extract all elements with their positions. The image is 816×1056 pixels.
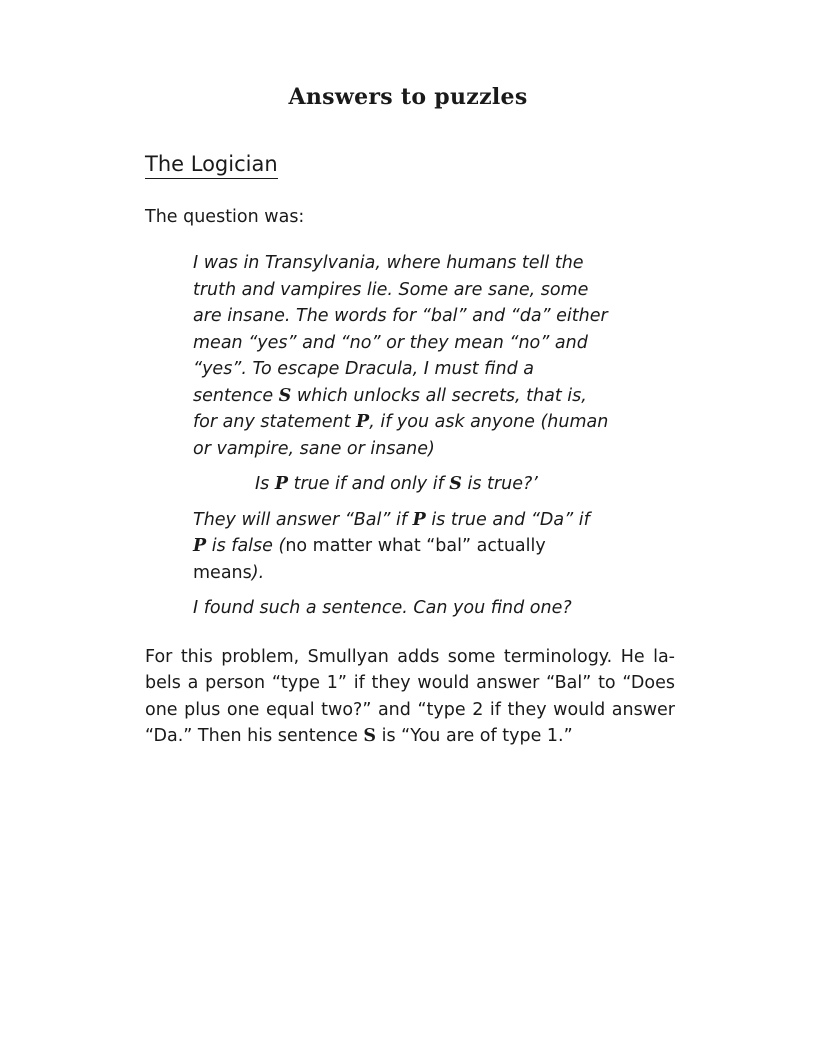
- puzzle-line: I was in Transylvania, where humans tell the: [193, 253, 584, 273]
- puzzle-quote: [193, 250, 633, 622]
- puzzle-line: [193, 409, 633, 436]
- puzzle-upright-text: no matter what “bal” actually: [285, 536, 546, 556]
- puzzle-text: for any statement: [193, 412, 357, 432]
- puzzle-closing: I found such a sentence. Can you find one?: [193, 598, 572, 618]
- puzzle-text: , if you ask anyone (human: [369, 412, 609, 432]
- puzzle-text: ).: [251, 562, 265, 583]
- answer-text: “Da.” Then his sentence: [145, 725, 364, 746]
- math-symbol-s: S: [278, 385, 292, 406]
- question-text: is true?’: [461, 474, 538, 494]
- puzzle-line: [193, 507, 633, 534]
- intro-text: The question was:: [145, 207, 305, 227]
- answer-line: bels a person “type 1” if they would answer “Bal” to “Does: [145, 673, 675, 694]
- section-heading: The Logician: [145, 152, 278, 179]
- math-symbol-p: P: [193, 536, 207, 556]
- answer-line: one plus one equal two?” and “type 2 if they would answer: [145, 699, 675, 720]
- question-text: true if and only if: [288, 474, 450, 494]
- puzzle-text: which unlocks all secrets, that is,: [291, 385, 587, 406]
- answer-line: For this problem, Smullyan adds some terminology. He la-: [145, 647, 675, 667]
- math-symbol-s: S: [449, 474, 462, 494]
- puzzle-text: is true and “Da” if: [425, 509, 590, 530]
- puzzle-line: mean “yes” and “no” or they mean “no” and: [193, 332, 588, 353]
- question-text: Is: [255, 474, 275, 494]
- page-title: Answers to puzzles: [288, 84, 528, 110]
- math-symbol-s: S: [363, 725, 377, 746]
- puzzle-text: is false (: [206, 536, 286, 556]
- answer-paragraph: [145, 644, 675, 749]
- answer-text: is “You are of type 1.”: [376, 725, 573, 746]
- puzzle-text: sentence: [193, 385, 279, 406]
- answer-line: [145, 723, 675, 749]
- puzzle-line: [193, 560, 633, 587]
- puzzle-line: are insane. The words for “bal” and “da” either: [193, 306, 608, 326]
- puzzle-line: “yes”. To escape Dracula, I must find a: [193, 359, 534, 379]
- math-symbol-p: P: [274, 474, 289, 494]
- math-symbol-p: P: [356, 412, 370, 432]
- puzzle-line: or vampire, sane or insane): [193, 438, 435, 459]
- puzzle-line: truth and vampires lie. Some are sane, some: [193, 279, 589, 300]
- puzzle-text: They will answer “Bal” if: [193, 509, 413, 530]
- puzzle-line: [193, 533, 633, 560]
- puzzle-upright-text: means: [193, 562, 252, 583]
- puzzle-question: [193, 471, 633, 498]
- puzzle-line: [193, 383, 633, 410]
- math-symbol-p: P: [412, 509, 426, 530]
